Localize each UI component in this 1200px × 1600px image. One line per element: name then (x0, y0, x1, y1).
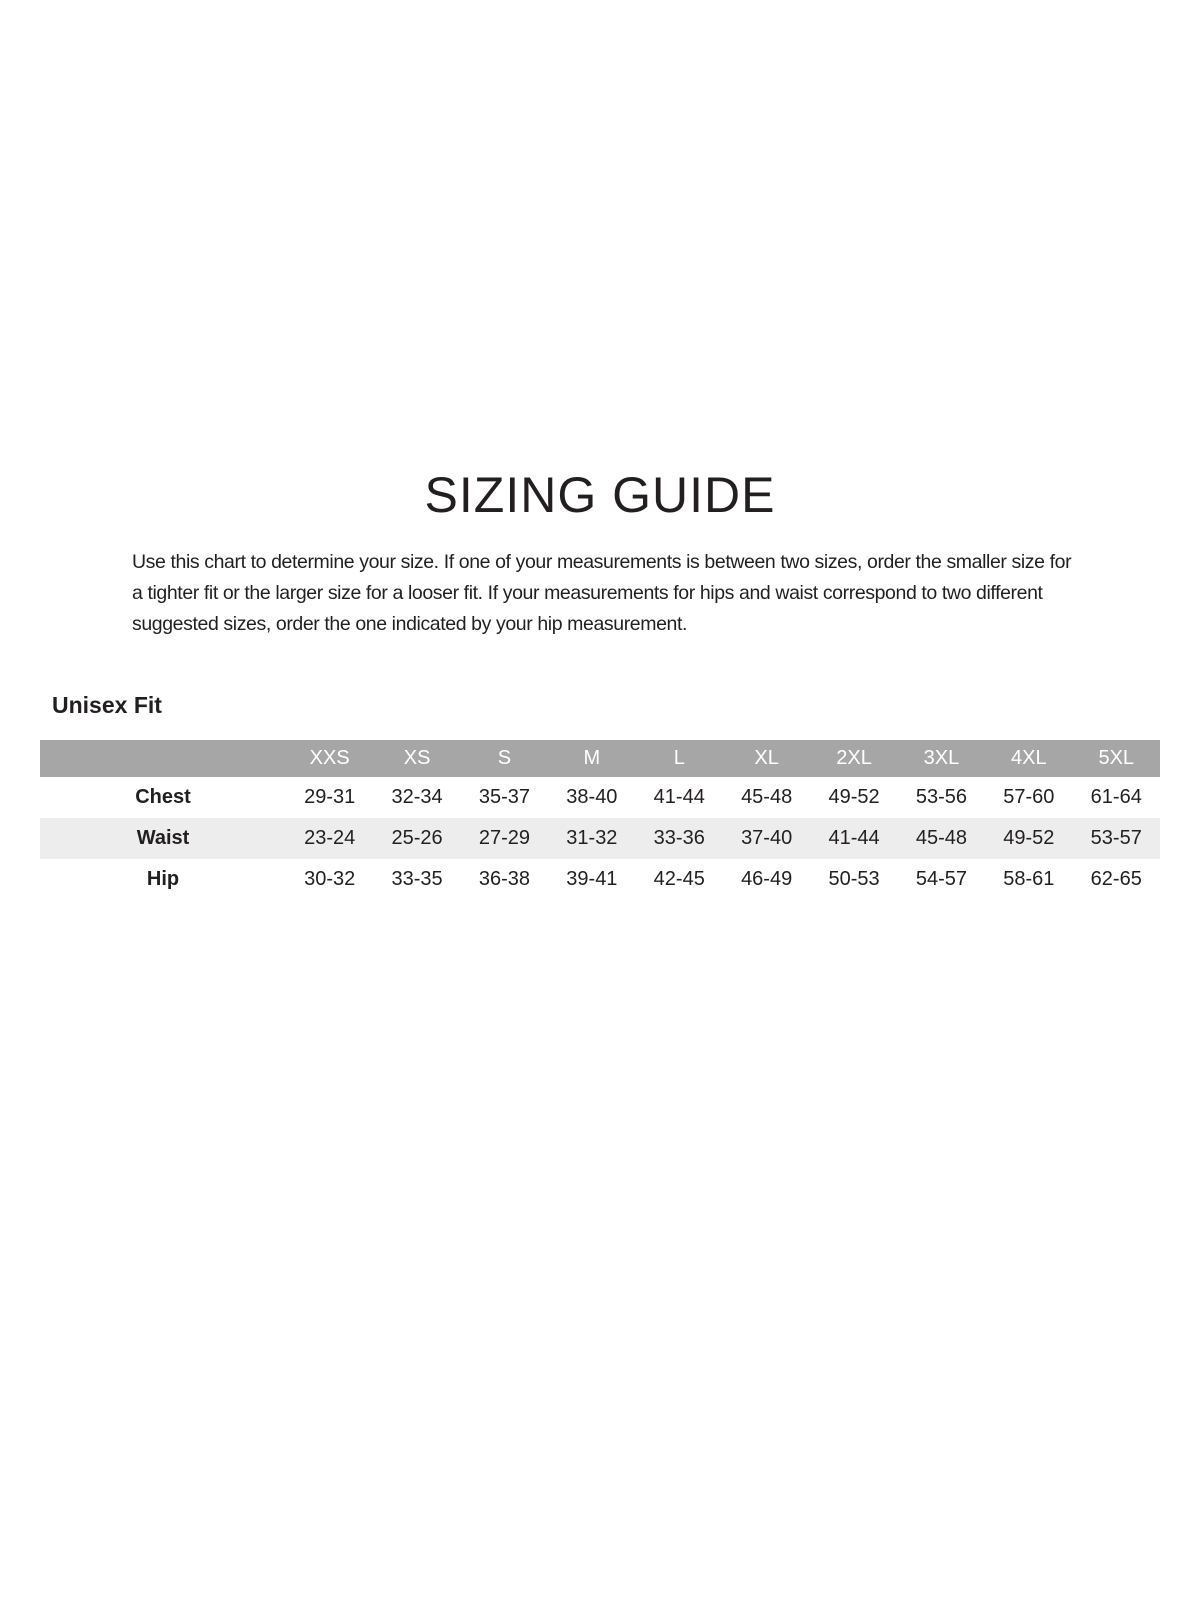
header-row (40, 740, 1160, 777)
size-cell: 53-56 (915, 786, 967, 808)
size-cell: 39-41 (566, 868, 618, 890)
size-header-m: M (548, 740, 635, 777)
size-header-5xl: 5XL (1073, 740, 1160, 777)
size-cell: 27-29 (478, 827, 531, 849)
size-cell: 62-65 (1090, 868, 1142, 890)
size-header-xxs: XXS (286, 740, 373, 777)
size-cell: 30-32 (304, 868, 356, 890)
corner-cell (40, 740, 286, 777)
size-header-3xl: 3XL (898, 740, 985, 777)
size-cell: 25-26 (391, 827, 443, 849)
size-cell: 53-57 (1090, 827, 1142, 849)
size-cell: 46-49 (741, 868, 793, 890)
size-cell: 33-35 (391, 868, 443, 890)
section-heading-unisex-fit: Unisex Fit (52, 692, 162, 718)
size-cell: 49-52 (828, 786, 880, 808)
table-row-chest (40, 777, 1160, 818)
size-cell: 38-40 (566, 786, 618, 808)
size-header-l: L (636, 740, 723, 777)
size-cell: 32-34 (391, 786, 443, 808)
row-label-hip: Hip (146, 868, 180, 890)
size-cell: 42-45 (653, 868, 705, 890)
size-cell: 37-40 (741, 827, 793, 849)
size-cell: 50-53 (828, 868, 880, 890)
size-cell: 49-52 (1003, 827, 1055, 849)
size-header-2xl: 2XL (810, 740, 897, 777)
size-cell: 57-60 (1003, 786, 1055, 808)
size-cell: 45-48 (915, 827, 967, 849)
size-table (40, 740, 1160, 900)
size-cell: 36-38 (478, 868, 531, 890)
intro-paragraph: Use this chart to determine your size. If one of your measurements is between two sizes, order the smaller size for a tighter fit or the larger size for a looser fit. If your measurements for hips and waist correspond to two different suggested sizes, order the one indicated by your hip measurement. (132, 551, 1072, 635)
size-cell: 29-31 (304, 786, 356, 808)
size-header-xs: XS (373, 740, 460, 777)
size-cell: 58-61 (1003, 868, 1055, 890)
row-label-waist: Waist (136, 827, 190, 849)
size-cell: 45-48 (741, 786, 793, 808)
size-cell: 61-64 (1090, 786, 1142, 808)
table-row-waist (40, 818, 1160, 859)
size-cell: 33-36 (653, 827, 705, 849)
table-row-hip (40, 859, 1160, 900)
size-cell: 41-44 (653, 786, 705, 808)
size-header-s: S (461, 740, 548, 777)
row-label-chest: Chest (135, 786, 191, 808)
size-cell: 54-57 (915, 868, 967, 890)
size-cell: 23-24 (304, 827, 356, 849)
size-cell: 35-37 (478, 786, 531, 808)
page-title: SIZING GUIDE (424, 467, 776, 523)
size-header-xl: XL (723, 740, 810, 777)
size-header-4xl: 4XL (985, 740, 1072, 777)
size-cell: 31-32 (566, 827, 618, 849)
size-cell: 41-44 (828, 827, 880, 849)
